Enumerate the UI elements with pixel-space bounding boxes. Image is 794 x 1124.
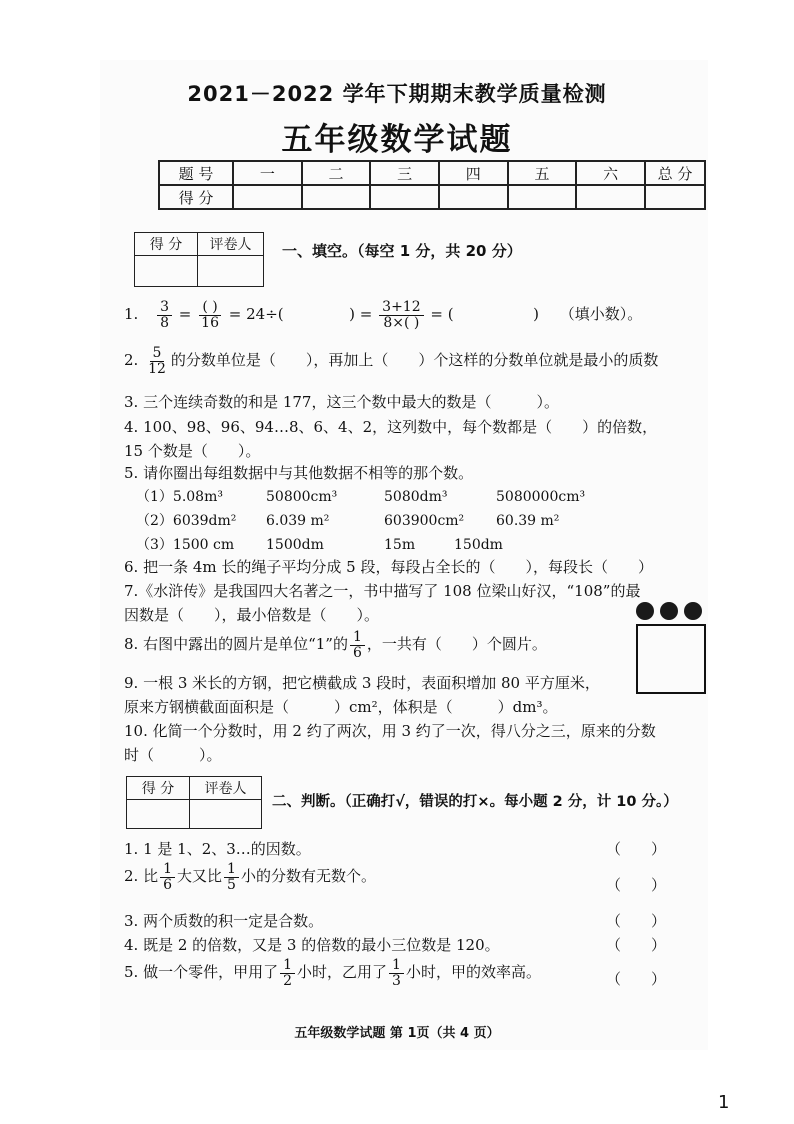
score-table-cell: 四 [439, 161, 508, 185]
circle-option[interactable]: 5080000cm³ [496, 489, 586, 505]
score-table-cell: 二 [302, 161, 371, 185]
grader-score-label: 得 分 [135, 233, 198, 256]
grader-name-blank[interactable] [198, 256, 264, 287]
expression-text: ) [533, 305, 540, 324]
fraction [160, 862, 175, 892]
instruction-note: （填小数）。 [559, 305, 643, 324]
fraction-numerator: 3+12 [379, 300, 423, 316]
question-7-continued: 因数是（ ），最小倍数是（ ）。 [124, 606, 380, 624]
fraction-denominator: 6 [352, 644, 362, 661]
circle-option[interactable]: 6.039 m² [266, 513, 330, 529]
question-text: 小时，甲的效率高。 [405, 963, 541, 982]
grader-score-label: 得 分 [127, 777, 190, 800]
circle-option[interactable]: 150dm [454, 537, 503, 553]
judgment-5 [124, 958, 541, 988]
score-blank-cell[interactable] [439, 185, 508, 209]
question-2 [124, 346, 658, 376]
circle-option[interactable]: 603900cm² [384, 513, 465, 529]
question-text: 大又比 [177, 867, 223, 886]
fraction-blank[interactable] [198, 300, 222, 330]
question-3: 3. 三个连续奇数的和是 177，这三个数中最大的数是（ ）。 [124, 393, 559, 411]
score-table-cell: 总 分 [645, 161, 705, 185]
grader-score-blank[interactable] [135, 256, 198, 287]
question-8 [124, 630, 547, 660]
question-text: ，一共有（ ）个圆片。 [366, 635, 547, 654]
fraction-numerator: ( ) [199, 300, 220, 316]
fraction [157, 300, 172, 330]
fraction [145, 346, 169, 376]
answer-paren[interactable]: （ ） [606, 970, 667, 988]
section2-title: 二、判断。（正确打√，错误的打×。每小题 2 分，计 10 分。） [272, 794, 678, 810]
expression-text: = 24÷( [228, 305, 284, 324]
page-number: 1 [718, 1092, 730, 1113]
question-7: 7.《水浒传》是我国四大名著之一，书中描写了 108 位梁山好汉，“108”的最 [124, 582, 641, 600]
score-blank-cell[interactable] [370, 185, 439, 209]
circle-piece-icon [660, 602, 678, 620]
answer-paren[interactable]: （ ） [606, 936, 667, 954]
question-text: 小的分数有无数个。 [240, 867, 376, 886]
question-number: 2. [124, 351, 139, 370]
question-9: 9. 一根 3 米长的方钢，把它横截成 3 段时，表面积增加 80 平方厘米， [124, 674, 600, 692]
judgment-1: 1. 1 是 1、2、3…的因数。 [124, 840, 311, 858]
grader-score-blank[interactable] [127, 800, 190, 829]
exam-title: 五年级数学试题 [281, 122, 513, 158]
question-1 [124, 300, 642, 330]
fraction-denominator: 8 [160, 314, 170, 331]
circle-option[interactable]: 5080dm³ [384, 489, 448, 505]
score-table-header-row [159, 161, 705, 185]
expression-text: ) = [349, 305, 373, 324]
fraction-numerator: 5 [150, 346, 165, 362]
answer-paren[interactable]: （ ） [606, 840, 667, 858]
score-summary-table [158, 160, 706, 210]
fraction-denominator: 5 [227, 876, 236, 893]
circle-option[interactable]: 1500dm [266, 537, 324, 553]
question-number: 1. [124, 305, 139, 324]
grader-box-section2 [126, 776, 262, 829]
grader-name-label: 评卷人 [198, 233, 264, 256]
fraction [389, 958, 404, 988]
circle-option[interactable]: （3）1500 cm [136, 537, 235, 553]
circle-piece-icon [684, 602, 702, 620]
circle-piece-icon [636, 602, 654, 620]
fraction-numerator: 1 [350, 630, 365, 646]
score-blank-cell[interactable] [302, 185, 371, 209]
answer-paren[interactable]: （ ） [606, 912, 667, 930]
question-5: 5. 请你圈出每组数据中与其他数据不相等的那个数。 [124, 464, 474, 482]
question-text: 小时，乙用了 [297, 963, 388, 982]
grader-name-blank[interactable] [190, 800, 262, 829]
score-table-cell: 得 分 [159, 185, 233, 209]
q5-group-1 [136, 486, 585, 506]
page-footer: 五年级数学试题 第 1页（共 4 页） [294, 1026, 500, 1041]
fraction-denominator: 6 [163, 876, 173, 893]
judgment-2 [124, 862, 376, 892]
question-10: 10. 化简一个分数时，用 2 约了两次，用 3 约了一次，得八分之三，原来的分数 [124, 722, 656, 740]
q5-group-3 [136, 534, 503, 554]
fraction [224, 862, 239, 892]
circle-option[interactable]: 50800cm³ [266, 489, 338, 505]
question-10-continued: 时（ ）。 [124, 746, 222, 764]
question-9-continued: 原来方钢横截面面积是（ ）cm²，体积是（ ）dm³。 [124, 698, 558, 716]
fraction-denominator: 3 [392, 972, 401, 989]
score-table-cell: 一 [233, 161, 302, 185]
fraction-denominator: 16 [201, 314, 219, 331]
judgment-3: 3. 两个质数的积一定是合数。 [124, 912, 324, 930]
question-text: 2. 比 [124, 867, 159, 886]
score-blank-cell[interactable] [233, 185, 302, 209]
q5-group-2 [136, 510, 559, 530]
question-6: 6. 把一条 4m 长的绳子平均分成 5 段，每段占全长的（ ），每段长（ ） [124, 558, 653, 576]
fraction-numerator: 3 [157, 300, 172, 316]
score-blank-cell[interactable] [508, 185, 577, 209]
question-4-continued: 15 个数是（ ）。 [124, 442, 261, 460]
score-table-cell: 五 [508, 161, 577, 185]
circle-option[interactable]: 15m [384, 537, 416, 553]
fraction [379, 300, 423, 330]
question-text: 的分数单位是（ ），再加上（ ）个这样的分数单位就是最小的质数 [170, 351, 659, 370]
fraction [350, 630, 365, 660]
question-4: 4. 100、98、96、94…8、6、4、2，这列数中，每个数都是（ ）的倍数， [124, 418, 658, 436]
answer-paren[interactable]: （ ） [606, 876, 667, 894]
score-table-score-row [159, 185, 705, 209]
fraction-denominator: 12 [148, 360, 166, 377]
circle-option[interactable]: 60.39 m² [496, 513, 560, 529]
covering-square-figure [636, 624, 706, 694]
circle-option[interactable]: （2）6039dm² [136, 513, 237, 529]
fraction-numerator: 1 [160, 862, 175, 878]
score-table-cell: 三 [370, 161, 439, 185]
question-text: 5. 做一个零件，甲用了 [124, 963, 279, 982]
judgment-4: 4. 既是 2 的倍数，又是 3 的倍数的最小三位数是 120。 [124, 936, 500, 954]
grader-name-label: 评卷人 [190, 777, 262, 800]
fraction-denominator: 8×( ) [383, 314, 420, 331]
equals-sign: = [178, 305, 192, 324]
circle-option[interactable]: （1）5.08m³ [136, 489, 223, 505]
fraction-numerator: 1 [389, 958, 404, 974]
question-text: 8. 右图中露出的圆片是单位“1”的 [124, 635, 348, 654]
score-blank-cell[interactable] [645, 185, 705, 209]
section1-title: 一、填空。（每空 1 分，共 20 分） [282, 242, 522, 260]
fraction-denominator: 2 [283, 972, 293, 989]
score-table-cell: 题 号 [159, 161, 233, 185]
expression-text: = ( [430, 305, 454, 324]
fraction-numerator: 1 [224, 862, 239, 878]
fraction [280, 958, 295, 988]
fraction-numerator: 1 [280, 958, 295, 974]
score-table-cell: 六 [576, 161, 645, 185]
score-blank-cell[interactable] [576, 185, 645, 209]
exam-header-line1: 2021－2022 学年下期期末教学质量检测 [187, 82, 607, 106]
grader-box-section1 [134, 232, 264, 287]
